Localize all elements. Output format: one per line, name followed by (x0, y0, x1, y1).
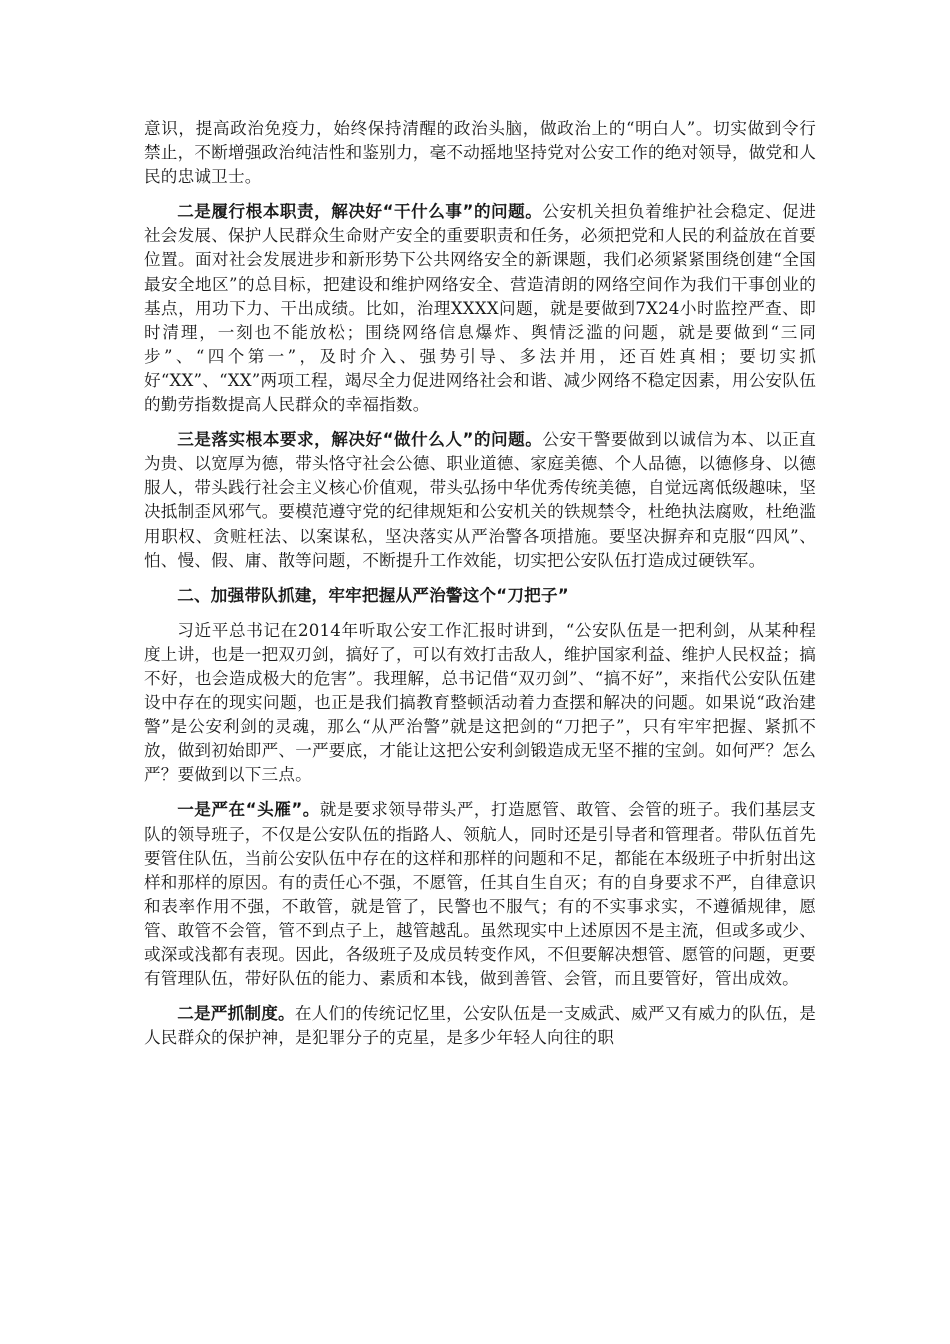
paragraph-body: 意识，提高政治免疫力，始终保持清醒的政治头脑，做政治上的“明白人”。切实做到令行禁止，不断增强政治纯洁性和鉴别力，毫不动摇地坚持党对公安工作的绝对领导，做党和人民的忠诚卫士。 (144, 119, 816, 187)
paragraph-lead: 三是落实根本要求，解决好“做什么人”的问题。 (177, 430, 543, 450)
paragraph-continued (144, 117, 816, 189)
paragraph-body: 公安干警要做到以诚信为本、以正直为贵、以宽厚为德，带头恪守社会公德、职业道德、家庭美德、个人品德，以德修身、以德服人，带头践行社会主义核心价值观，带头弘扬中华优秀传统美德，自觉远离低级趣味，坚决抵制歪风邪气。要模范遵守党的纪律规矩和公安机关的铁规禁令，杜绝执法腐败，杜绝滥用职权、贪赃枉法、以案谋私，坚决落实从严治警各项措施。要坚决摒弃和克服“四风”、怕、慢、假、庸、散等问题，不断提升工作效能，切实把公安队伍打造成过硬铁军。 (144, 430, 816, 570)
paragraph-lead: 二是履行根本职责，解决好“干什么事”的问题。 (177, 202, 543, 222)
document-page (144, 117, 816, 1061)
section-heading: 二、加强带队抓建，牢牢把握从严治警这个“刀把子” (177, 585, 569, 605)
paragraph-body: 习近平总书记在2014年听取公安工作汇报时讲到，“公安队伍是一把利剑，从某种程度上讲，也是一把双刃剑，搞好了，可以有效打击敌人，维护国家利益、维护人民权益；搞不好，也会造成极大的危害”。我理解，总书记借“双刃剑”、“搞不好”，来指代公安队伍建设中存在的现实问题，也正是我们搞教育整顿活动着力查摆和解决的问题。如果说“政治建警”是公安利剑的灵魂，那么“从严治警”就是这把剑的“刀把子”，只有牢牢把握、紧抓不放，做到初始即严、一严要底，才能让这把公安利剑锻造成无坚不摧的宝剑。如何严？怎么严？要做到以下三点。 (144, 620, 816, 785)
paragraph-requirements (144, 428, 816, 573)
paragraph-quote (144, 619, 816, 788)
paragraph-body: 在人们的传统记忆里，公安队伍是一支威武、威严又有威力的队伍，是人民群众的保护神，是犯罪分子的克星，是多少年轻人向往的职 (144, 1004, 816, 1048)
paragraph-body: 公安机关担负着维护社会稳定、促进社会发展、保护人民群众生命财产安全的重要职责和任务，必须把党和人民的利益放在首要位置。面对社会发展进步和新形势下公共网络安全的新课题，我们必须紧紧围绕创建“全国最安全地区”的总目标，把建设和维护网络安全、营造清朗的网络空间作为我们干事创业的基点，用功下力、干出成绩。比如，治理XXXX问题，就是要做到7X24小时监控严查、即时清理，一刻也不能放松；围绕网络信息爆炸、舆情泛滥的问题，就是要做到“三同步”、“四个第一”，及时介入、强势引导、多法并用，还百姓真相；要切实抓好“XX”、“XX”两项工程，竭尽全力促进网络社会和谐、减少网络不稳定因素，用公安队伍的勤劳指数提高人民群众的幸福指数。 (144, 202, 816, 415)
paragraph-lead: 二是严抓制度。 (177, 1004, 295, 1024)
paragraph-leadership (144, 798, 816, 991)
paragraph-duties (144, 200, 816, 417)
paragraph-body: 就是要求领导带头严，打造愿管、敢管、会管的班子。我们基层支队的领导班子，不仅是公安队伍的指路人、领航人，同时还是引导者和管理者。带队伍首先要管住队伍，当前公安队伍中存在的这样和那样的问题和不足，都能在本级班子中折射出这样和那样的原因。有的责任心不强，不愿管，任其自生自灭；有的自身要求不严，自律意识和表率作用不强，不敢管，就是管了，民警也不服气；有的不实事求实，不遵循规律，愿管、敢管不会管，管不到点子上，越管越乱。虽然现实中上述原因不是主流，但或多或少、或深或浅都有表现。因此，各级班子及成员转变作风，不但要解决想管、愿管的问题，更要有管理队伍，带好队伍的能力、素质和本钱，做到善管、会管，而且要管好，管出成效。 (144, 800, 816, 989)
paragraph-lead: 一是严在“头雁”。 (177, 800, 320, 820)
paragraph-system (144, 1002, 816, 1050)
